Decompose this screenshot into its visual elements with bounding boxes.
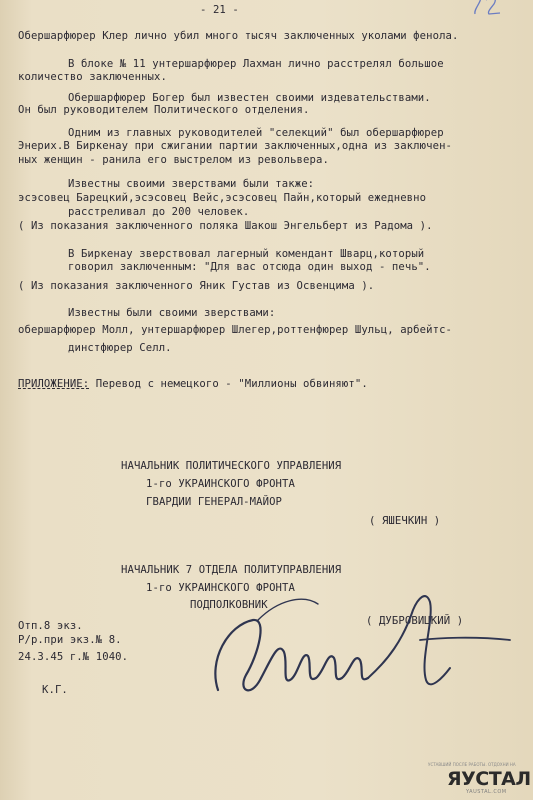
text-line: ( Из показания заключенного поляка Шакош Энгельберт из Радома ). [18,220,433,232]
sig2-name: ( ДУБРОВИЦКИЙ ) [366,615,464,627]
appendix-line [18,378,368,390]
page-number: - 21 - [200,4,239,16]
sig1-title-line: НАЧАЛЬНИК ПОЛИТИЧЕСКОГО УПРАВЛЕНИЯ [121,460,342,472]
text-line: Обершарфюрер Клер лично убил много тысяч заключенных уколами фенола. [18,30,459,42]
text-line: В Биркенау зверствовал лагерный комендант Шварц,который [68,248,425,260]
filing-line: 24.3.45 г.№ 1040. [18,651,129,663]
filing-line: Р/р.при экз.№ 8. [18,634,122,646]
text-line: расстреливал до 200 человек. [68,206,250,218]
appendix-text: Перевод с немецкого - "Миллионы обвиняют". [89,378,368,390]
text-line: Одним из главных руководителей "селекций" был обершарфюрер [68,127,444,139]
text-line: количество заключенных. [18,71,167,83]
text-line: Известны были своими зверствами: [68,307,276,319]
text-line: Он был руководителем Политического отделения. [18,104,310,116]
appendix-label: ПРИЛОЖЕНИЕ: [18,378,90,390]
text-line: В блоке № 11 унтершарфюрер Лахман лично расстрелял большое [68,58,444,70]
text-line: обершарфюрер Молл, унтершарфюрер Шлегер,роттенфюрер Шульц, арбейтс- [18,324,453,336]
handwritten-page-number [466,0,510,18]
sig2-rank-line: ПОДПОЛКОВНИК [190,599,268,611]
text-line: говорил заключенным: "Для вас отсюда один выход - печь". [68,261,431,273]
watermark-tagline: УСТАВШИЙ ПОСЛЕ РАБОТЫ. ОТДОХНИ НА [428,762,516,767]
text-line: ных женщин - ранила его выстрелом из револьвера. [18,154,329,166]
text-line: эсэсовец Барецкий,эсэсовец Вейс,эсэсовец Пайн,который ежедневно [18,192,427,204]
watermark-site: YAUSTAL.COM [466,789,507,795]
sig1-rank-line: ГВАРДИИ ГЕНЕРАЛ-МАЙОР [146,496,283,508]
sig1-title-line: 1-го УКРАИНСКОГО ФРОНТА [146,478,295,490]
sig2-title-line: НАЧАЛЬНИК 7 ОТДЕЛА ПОЛИТУПРАВЛЕНИЯ [121,564,342,576]
text-line: Энерих.В Биркенау при сжигании партии заключенных,одна из заключен- [18,140,453,152]
text-line: ( Из показания заключенного Яник Густав из Освенцима ). [18,280,375,292]
handwritten-signature [198,580,518,745]
text-line: динстфюрер Селл. [68,342,172,354]
filing-initials: К.Г. [42,684,68,696]
text-line: Известны своими зверствами были также: [68,178,315,190]
sig2-title-line: 1-го УКРАИНСКОГО ФРОНТА [146,582,295,594]
text-line: Обершарфюрер Богер был известен своими издевательствами. [68,92,431,104]
filing-line: Отп.8 экз. [18,620,83,632]
sig1-name: ( ЯШЕЧКИН ) [369,515,441,527]
watermark-logo: ЯУСТАЛ [447,768,531,790]
